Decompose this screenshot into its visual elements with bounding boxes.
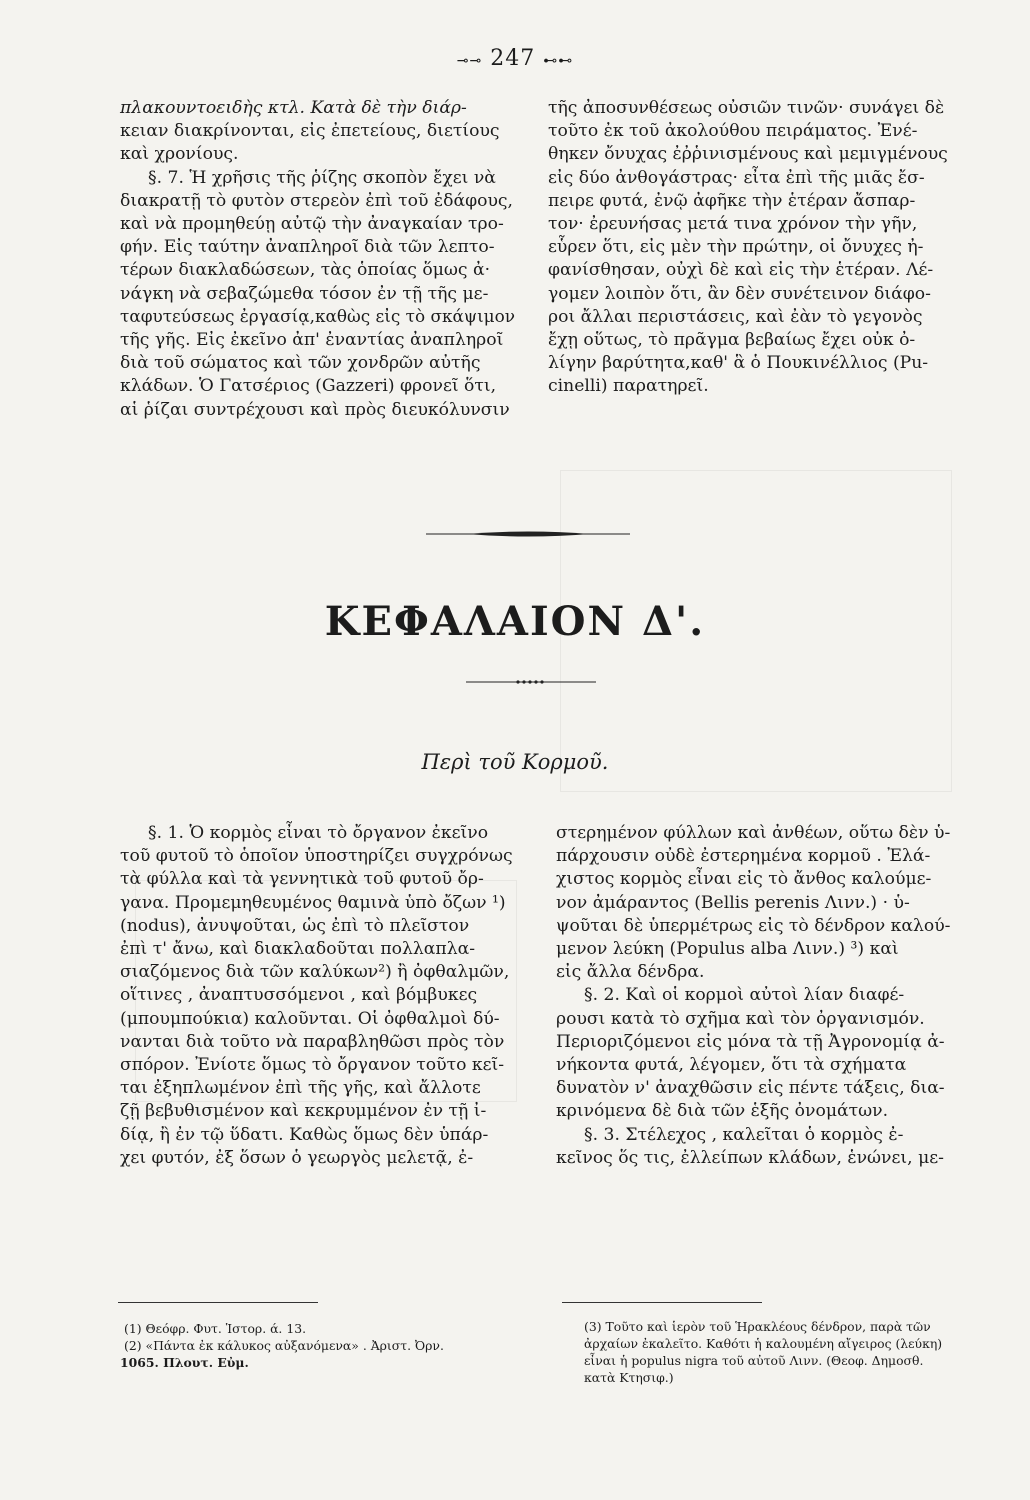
text-line: cinelli) παρατηρεῖ.: [548, 376, 709, 397]
bottom-right-column: [556, 822, 964, 1170]
text-line: δίᾳ, ἢ ἐν τῷ ὕδατι. Καθὼς ὅμως δὲν ὑπάρ-: [120, 1124, 489, 1145]
page-number-ornament-left: ⊸⊸: [456, 53, 483, 69]
text-line: φανίσθησαν, οὐχὶ δὲ καὶ εἰς τὴν ἑτέραν. Λέ-: [548, 260, 934, 281]
text-line: ζῇ βεβυθισμένον καὶ κεκρυμμένον ἐν τῇ ἰ-: [120, 1101, 487, 1122]
text-line: στερημένον φύλλων καὶ ἀνθέων, οὕτω δὲν ὑ-: [556, 823, 951, 843]
text-line: πλακουντοειδὴς κτλ. Κατὰ δὲ τὴν διάρ-: [120, 98, 467, 118]
text-line: εἰς ἄλλα δένδρα.: [556, 962, 705, 983]
text-line: τον· ἐρευνήσας μετά τινα χρόνον τὴν γῆν,: [548, 214, 918, 235]
footnote-line: ἀρχαίων ἐκαλεῖτο. Καθότι ἡ καλουμένη αἴγειρος (λεύκη): [584, 1336, 943, 1351]
page-number-value: 247: [490, 46, 536, 71]
text-line: πάρχουσιν οὐδὲ ἐστερημένα κορμοῦ . Ἐλά-: [556, 846, 931, 867]
text-line: κλάδων. Ὁ Γατσέριος (Gazzeri) φρονεῖ ὅτι,: [120, 376, 497, 397]
text-line: ἔχῃ οὕτως, τὸ πρᾶγμα βεβαίως ἔχει οὐκ ὀ-: [548, 330, 916, 351]
text-line: κειαν διακρίνονται, εἰς ἐπετείους, διετίους: [120, 121, 500, 142]
text-line: ρουσι κατὰ τὸ σχῆμα καὶ τὸν ὀργανισμόν.: [556, 1008, 925, 1029]
text-line: (μπουμπούκια) καλοῦνται. Οἱ ὀφθαλμοὶ δύ-: [120, 1008, 500, 1029]
text-line: σπόρον. Ἐνίοτε ὅμως τὸ ὄργανον τοῦτο κεῖ-: [120, 1055, 505, 1076]
text-line: §. 2. Καὶ οἱ κορμοὶ αὐτοὶ λίαν διαφέ-: [584, 985, 905, 1006]
footnote-rule-left: [118, 1302, 318, 1303]
text-line: (nodus), ἀνυψοῦται, ὡς ἐπὶ τὸ πλεῖστον: [120, 915, 470, 936]
text-line: σιαζόμενος διὰ τῶν καλύκων²) ἢ ὀφθαλμῶν,: [120, 962, 510, 983]
page-number-ornament-right: ⊷⊷: [543, 53, 574, 69]
text-line: §. 7. Ἡ χρῆσις τῆς ῥίζης σκοπὸν ἔχει νὰ: [148, 167, 496, 188]
text-line: καὶ νὰ προμηθεύῃ αὐτῷ τὴν ἀναγκαίαν τρο-: [120, 214, 504, 235]
bottom-left-column: [120, 822, 528, 1170]
text-line: νανται διὰ τοῦτο νὰ παραβληθῶσι πρὸς τὸν: [120, 1031, 505, 1052]
text-line: τὰ φύλλα καὶ τὰ γεννητικὰ τοῦ φυτοῦ ὄρ-: [120, 869, 484, 890]
text-line: διακρατῇ τὸ φυτὸν στερεὸν ἐπὶ τοῦ ἐδάφους,: [120, 190, 513, 211]
text-line: κρινόμενα δὲ διὰ τῶν ἑξῆς ὀνομάτων.: [556, 1101, 889, 1122]
text-line: τῆς ἀποσυνθέσεως οὐσιῶν τινῶν· συνάγει δὲ: [548, 98, 945, 118]
text-line: οἵτινες , ἀναπτυσσόμενοι , καὶ βόμβυκες: [120, 985, 478, 1006]
text-line: Περιοριζόμενοι εἰς μόνα τὰ τῇ Ἀγρονομίᾳ ἀ-: [556, 1031, 945, 1052]
page-number: [0, 46, 1030, 71]
text-line: διὰ τοῦ σώματος καὶ τῶν χονδρῶν αὐτῆς: [120, 353, 481, 374]
footnote-line: (3) Τοῦτο καὶ ἱερὸν τοῦ Ἡρακλέους δένδρον, παρὰ τῶν: [584, 1319, 931, 1334]
ornamental-rule: [426, 531, 630, 537]
text-line: μενον λεύκη (Populus alba Λινν.) ³) καὶ: [556, 939, 899, 960]
text-line: νάγκη νὰ σεβαζώμεθα τόσον ἐν τῇ τῆς με-: [120, 283, 489, 304]
text-line: τοῦ φυτοῦ τὸ ὁποῖον ὑποστηρίζει συγχρόνως: [120, 846, 513, 867]
text-line: αἱ ῥίζαι συντρέχουσι καὶ πρὸς διευκόλυνσιν: [120, 399, 510, 420]
text-line: φήν. Εἰς ταύτην ἀναπληροῖ διὰ τῶν λεπτο-: [120, 237, 495, 258]
section-subtitle: Περὶ τοῦ Κορμοῦ.: [421, 750, 609, 774]
footnotes-right: [584, 1318, 984, 1386]
text-line: ἐπὶ τ' ἄνω, καὶ διακλαδοῦται πολλαπλα-: [120, 939, 476, 960]
footnotes-left: [120, 1320, 550, 1371]
text-line: θηκεν ὄνυχας ἐῤῥινισμένους καὶ μεμιγμένους: [548, 144, 948, 165]
text-line: §. 1. Ὁ κορμὸς εἶναι τὸ ὄργανον ἐκεῖνο: [148, 823, 489, 843]
text-line: κεῖνος ὅς τις, ἐλλείπων κλάδων, ἑνώνει, με-: [556, 1147, 944, 1168]
top-left-column: [120, 97, 515, 422]
text-line: χει φυτόν, ἐξ ὅσων ὁ γεωργὸς μελετᾷ, ἐ-: [120, 1147, 474, 1168]
text-line: γανα. Προμεμηθευμένος θαμινὰ ὑπὸ ὄζων ¹): [120, 892, 506, 913]
dotted-rule: [466, 680, 596, 684]
text-line: εὗρεν ὅτι, εἰς μὲν τὴν πρώτην, οἱ ὄνυχες ἠ-: [548, 237, 924, 258]
text-line: πειρε φυτά, ἐνῷ ἀφῆκε τὴν ἑτέραν ἄσπαρ-: [548, 190, 916, 211]
text-line: καὶ χρονίους.: [120, 144, 239, 165]
text-line: τοῦτο ἐκ τοῦ ἀκολούθου πειράματος. Ἐνέ-: [548, 121, 918, 142]
text-line: ροι ἄλλαι περιστάσεις, καὶ ἐὰν τὸ γεγονὸς: [548, 306, 923, 327]
text-line: νον ἀμάραντος (Bellis perenis Λινν.) · ὑ-: [556, 892, 910, 913]
footnote-line: (2) «Πάντα ἐκ κάλυκος αὐξανόμενα» . Ἀριστ. Ὀρν.: [124, 1338, 444, 1353]
text-line: ται ἐξηπλωμένον ἐπὶ τῆς γῆς, καὶ ἄλλοτε: [120, 1078, 481, 1099]
footnote-line: κατὰ Κτησιφ.): [584, 1370, 674, 1385]
text-line: ταφυτεύσεως ἐργασίᾳ,καθὼς εἰς τὸ σκάψιμον: [120, 306, 516, 327]
text-line: νήκοντα φυτά, λέγομεν, ὅτι τὰ σχήματα: [556, 1055, 907, 1076]
text-line: τέρων διακλαδώσεων, τὰς ὁποίας ὅμως ἀ·: [120, 260, 491, 281]
footnote-rule-right: [562, 1302, 762, 1303]
footnote-line: (1) Θεόφρ. Φυτ. Ἱστορ. ά. 13.: [124, 1321, 307, 1336]
top-right-column: [548, 97, 963, 399]
footnote-line: εἶναι ἡ populus nigra τοῦ αὐτοῦ Λινν. (Θεοφ. Δημοσθ.: [584, 1353, 924, 1368]
text-line: γομεν λοιπὸν ὅτι, ἂν δὲν συνέτεινον διάφο-: [548, 283, 931, 304]
text-line: λίγην βαρύτητα,καθ' ἃ ὁ Πουκινέλλιος (Pu-: [548, 353, 929, 374]
text-line: ψοῦται δὲ ὑπερμέτρως εἰς τὸ δένδρον καλού-: [556, 915, 951, 936]
footnote-line: 1065. Πλουτ. Εὐμ.: [120, 1355, 249, 1370]
text-line: τῆς γῆς. Εἰς ἐκεῖνο ἀπ' ἐναντίας ἀναπληροῖ: [120, 330, 504, 351]
chapter-title: ΚΕΦΑΛΑΙΟΝ Δ'.: [324, 598, 706, 645]
text-line: δυνατὸν ν' ἀναχθῶσιν εἰς πέντε τάξεις, δια-: [556, 1078, 945, 1099]
text-line: εἰς δύο ἀνθογάστρας· εἶτα ἐπὶ τῆς μιᾶς ἔσ-: [548, 167, 925, 188]
text-line: §. 3. Στέλεχος , καλεῖται ὁ κορμὸς ἐ-: [584, 1124, 904, 1145]
text-line: χιστος κορμὸς εἶναι εἰς τὸ ἄνθος καλούμε-: [556, 869, 932, 890]
